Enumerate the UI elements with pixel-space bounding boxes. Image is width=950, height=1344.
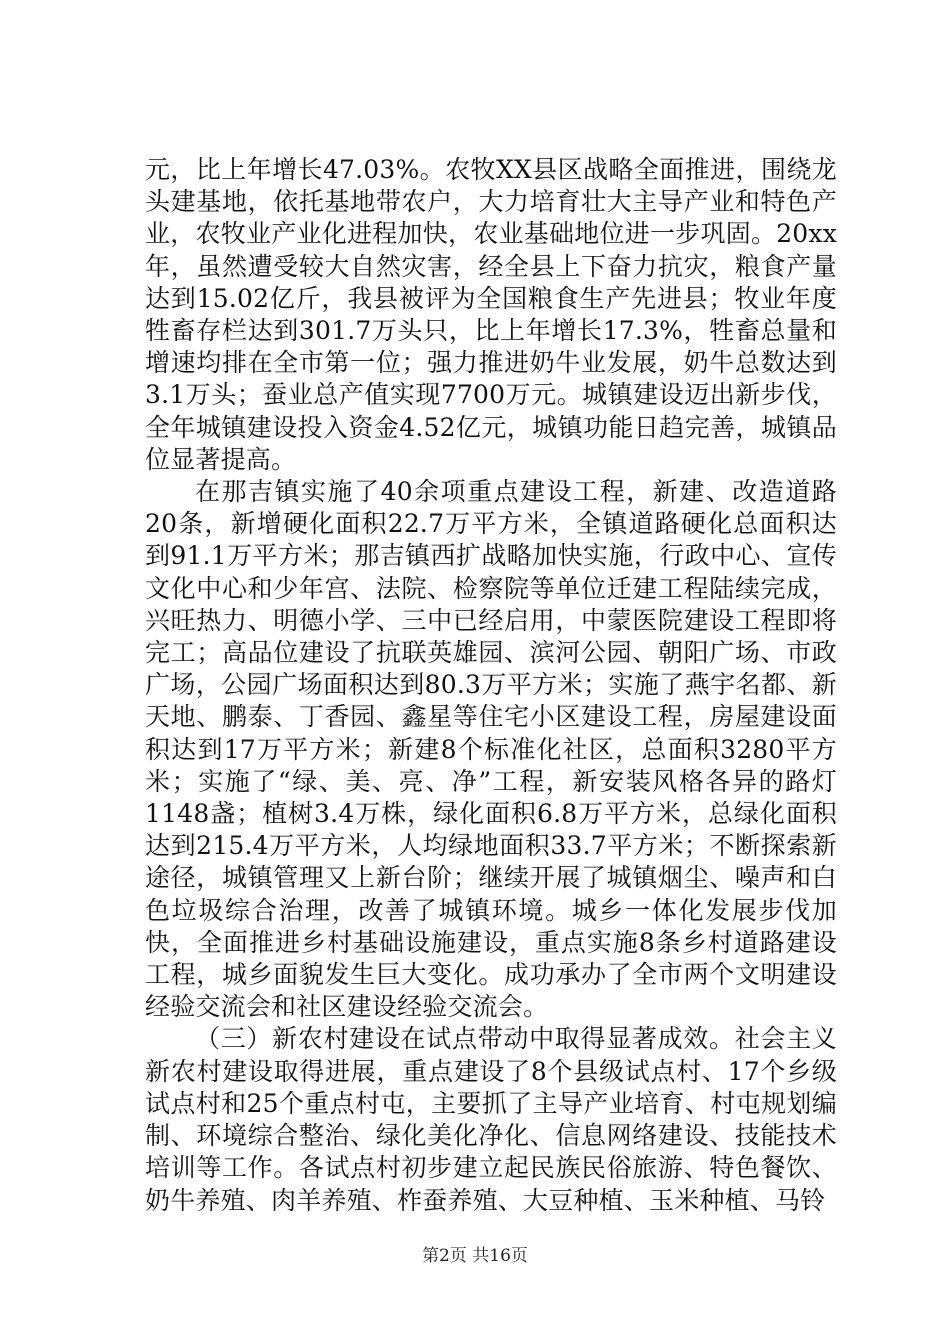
paragraph-3: （三）新农村建设在试点带动中取得显著成效。社会主义新农村建设取得进展，重点建设了8个县级试点村、17个乡级试点村和25个重点村屯，主要抓了主导产业培育、村屯规划编制、环境综合整治、绿化美化净化、信息网络建设、技能技术培训等工作。各试点村初步建立起民族民俗旅游、特色餐饮、奶牛养殖、肉羊养殖、柞蚕养殖、大豆种植、玉米种植、马铃 xyxy=(145,1024,837,1215)
page-footer: 第2页 共16页 xyxy=(422,1246,528,1266)
document-body xyxy=(145,154,837,1217)
paragraph-1: 元，比上年增长47.03%。农牧XX县区战略全面推进，围绕龙头建基地，依托基地带农户，大力培育壮大主导产业和特色产业，农牧业产业化进程加快，农业基础地位进一步巩固。20xx年，虽然遭受较大自然灾害，经全县上下奋力抗灾，粮食产量达到15.02亿斤，我县被评为全国粮食生产先进县；牧业年度牲畜存栏达到301.7万头只，比上年增长17.3%，牲畜总量和增速均排在全市第一位；强力推进奶牛业发展，奶牛总数达到3.1万头；蚕业总产值实现7700万元。城镇建设迈出新步伐，全年城镇建设投入资金4.52亿元，城镇功能日趋完善，城镇品位显著提高。 xyxy=(145,155,837,474)
paragraph-2: 在那吉镇实施了40余项重点建设工程，新建、改造道路20条，新增硬化面积22.7万平方米，全镇道路硬化总面积达到91.1万平方米；那吉镇西扩战略加快实施，行政中心、宣传文化中心和少年宫、法院、检察院等单位迁建工程陆续完成，兴旺热力、明德小学、三中已经启用，中蒙医院建设工程即将完工；高品位建设了抗联英雄园、滨河公园、朝阳广场、市政广场，公园广场面积达到80.3万平方米；实施了燕宇名都、新天地、鹏泰、丁香园、鑫星等住宅小区建设工程，房屋建设面积达到17万平方米；新建8个标准化社区，总面积3280平方米；实施了“绿、美、亮、净”工程，新安装风格各异的路灯1148盏；植树3.4万株，绿化面积6.8万平方米，总绿化面积达到215.4万平方米，人均绿地面积33.7平方米；不断探索新途径，城镇管理又上新台阶；继续开展了城镇烟尘、噪声和白色垃圾综合治理，改善了城镇环境。城乡一体化发展步伐加快，全面推进乡村基础设施建设，重点实施8条乡村道路建设工程，城乡面貌发生巨大变化。成功承办了全市两个文明建设经验交流会和社区建设经验交流会。 xyxy=(145,477,837,1022)
